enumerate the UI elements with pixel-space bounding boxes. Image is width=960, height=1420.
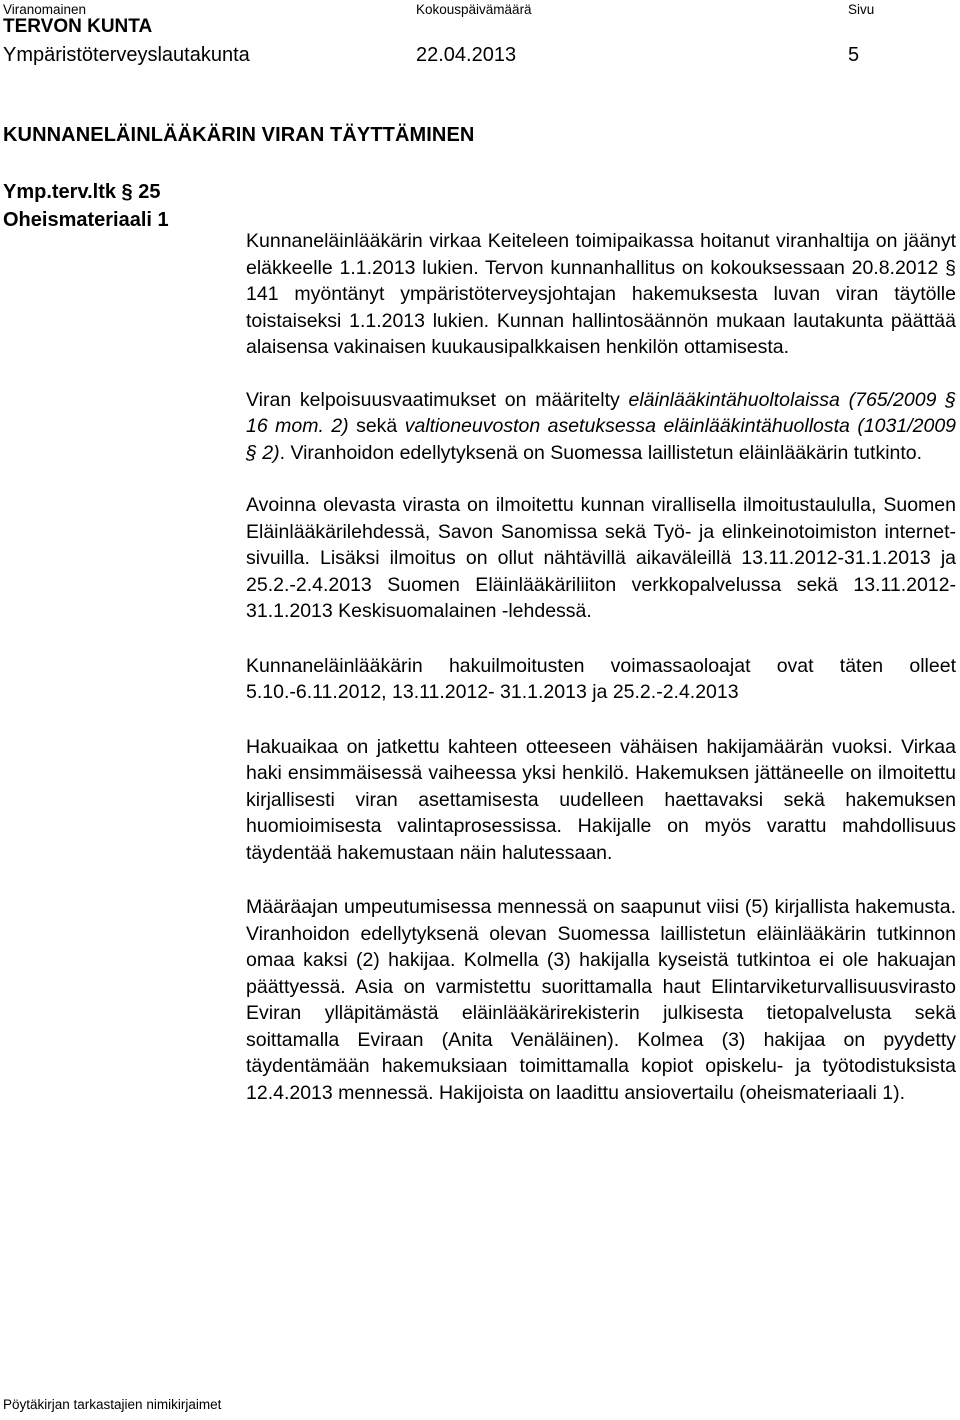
page-label: Sivu xyxy=(848,2,875,17)
qualifications-law-2: valtioneuvoston asetuksessa eläinlääkintähuollosta (1031/2009 § 2) xyxy=(246,415,957,464)
document-title: KUNNANELÄINLÄÄKÄRIN VIRAN TÄYTTÄMINEN xyxy=(3,124,475,146)
qualifications-text-2: sekä xyxy=(348,415,405,437)
qualifications-law-1: eläinlääkintähuoltolaissa (765/2009 § 16 mom. 2) xyxy=(246,388,957,437)
paragraph-qualifications xyxy=(246,387,956,467)
paragraph-background: Kunnaneläinlääkärin virkaa Keiteleen toimipaikassa hoitanut viranhaltija on jäänyt eläkkeelle 1.1.2013 lukien. Tervon kunnanhallitus on kokouksessaan 20.8.2012 § 141 myöntänyt ympäristöterveysjohtajan hakemuksesta luvan viran täytölle toistaiseksi 1.1.2013 lukien. Kunnan hallintosäännön mukaan lautakunta päättää alaisensa vakinaisen kuukausipalkkaisen henkilön ottamisesta. xyxy=(246,230,956,358)
page-number: 5 xyxy=(848,44,860,66)
date-label: Kokouspäivämäärä xyxy=(416,2,532,17)
reference-attachment: Oheismateriaali 1 xyxy=(3,209,169,231)
reference-section: Ymp.terv.ltk § 25 xyxy=(3,181,161,203)
footer-initials-label: Pöytäkirjan tarkastajien nimikirjaimet xyxy=(3,1397,222,1412)
qualifications-text-3: . Viranhoidon edellytyksenä on Suomessa laillistetun eläinlääkärin tutkinto. xyxy=(279,441,923,464)
meeting-date: 22.04.2013 xyxy=(416,44,517,66)
paragraph-applications: Määräajan umpeutumisessa mennessä on saapunut viisi (5) kirjallista hakemusta. Viranhoidon edellytyksenä olevan Suomessa laillistetun eläinlääkärin tutkinnon omaa kaksi (2) hakijaa. Kolmella (3) hakijalla kyseistä tutkintoa ei ole hakuajan päättyessä. Asia on varmistettu suorittamalla haut Elintarviketurvallisuusvirasto Eviran ylläpitämästä eläinlääkärirekisterin julkisesta tietopalvelusta sekä soittamalla Eviraan (Anita Venäläinen). Kolmea (3) hakijaa on pyydetty täydentämään hakemuksiaan toimittamalla kopiot opiskelu- ja työtodistuksista 12.4.2013 mennessä. Hakijoista on laadittu ansiovertailu (oheismateriaali 1). xyxy=(246,896,956,1104)
organization-name: TERVON KUNTA xyxy=(3,16,153,37)
authority-label: Viranomainen xyxy=(3,2,87,17)
authority-name: Ympäristöterveyslautakunta xyxy=(3,44,250,66)
paragraph-announcement: Avoinna olevasta virasta on ilmoitettu kunnan virallisella ilmoitustaululla, Suomen Eläinlääkärilehdessä, Savon Sanomissa sekä Työ- ja elinkeinotoimiston internet-sivuilla. Lisäksi ilmoitus on ollut nähtävillä aikaväleillä 13.11.2012-31.1.2013 ja 25.2.-2.4.2013 Suomen Eläinlääkäriliiton verkkopalvelussa sekä 13.11.2012- 31.1.2013 Keskisuomalainen -lehdessä. xyxy=(246,494,956,622)
paragraph-validity: Kunnaneläinlääkärin hakuilmoitusten voimassaoloajat ovat täten olleet 5.10.-6.11.2012, 13.11.2012- 31.1.2013 ja 25.2.-2.4.2013 xyxy=(246,654,956,703)
document-body xyxy=(246,228,956,1134)
paragraph-extension: Hakuaikaa on jatkettu kahteen otteeseen vähäisen hakijamäärän vuoksi. Virkaa haki ensimmäisessä vaiheessa yksi henkilö. Hakemuksen jättäneelle on ilmoitettu kirjallisesti viran asettamisesta uudelleen haettavaksi sekä hakemuksen huomioimisesta valintaprosessissa. Hakijalle on myös varattu mahdollisuus täydentää hakemustaan näin halutessaan. xyxy=(246,735,956,864)
qualifications-text-1: Viran kelpoisuusvaatimukset on määritelty xyxy=(246,388,629,411)
reference-block xyxy=(3,178,169,234)
